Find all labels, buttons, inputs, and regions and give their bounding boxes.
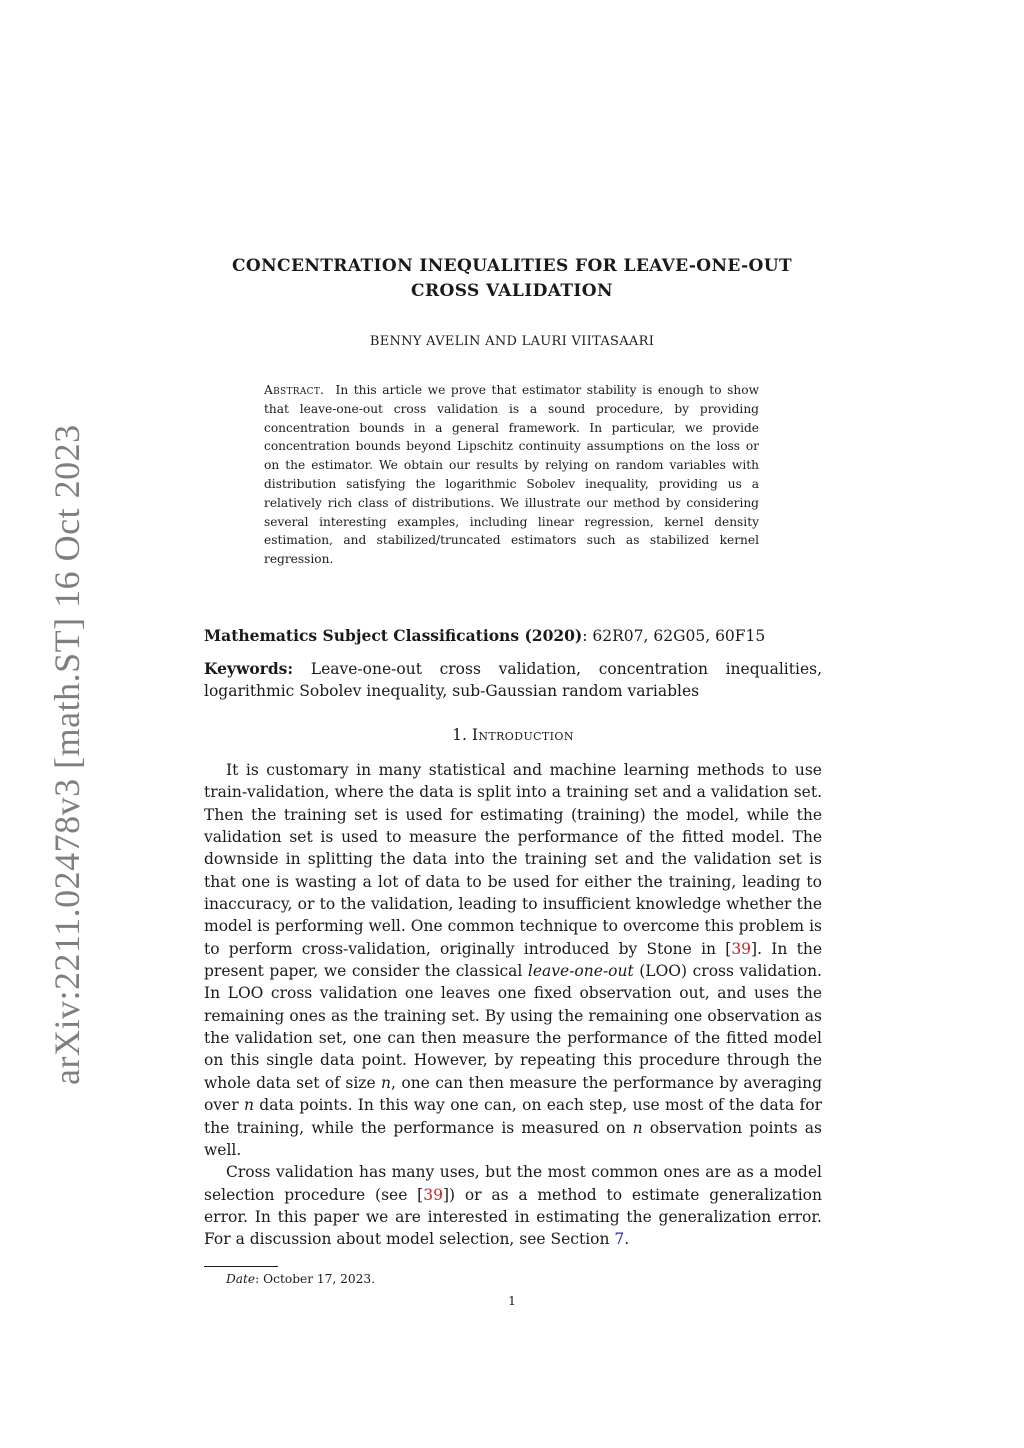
intro-paragraph-1 <box>204 759 822 1161</box>
msc-codes: : 62R07, 62G05, 60F15 <box>582 627 766 645</box>
abstract <box>264 381 759 569</box>
keywords-text: Leave-one-out cross validation, concentration inequalities, logarithmic Sobolev inequality, sub-Gaussian random variables <box>204 660 822 700</box>
math-n: n <box>381 1073 392 1092</box>
footnote-rule <box>204 1266 278 1267</box>
intro-p2-text-a: Cross validation has many uses, but the most common ones are as a model selection procedure (see [ <box>204 1163 822 1204</box>
paper-title <box>180 254 844 304</box>
intro-p1-text-c: (LOO) cross validation. In LOO cross validation one leaves one fixed observation out, and uses the remaining ones as the training set. By using the remaining one observation as the validation set, one can then measure the performance of the fitted model on this single data point. However, by repeating this procedure through the whole data set of size <box>204 962 822 1092</box>
keywords-label: Keywords: <box>204 659 294 678</box>
date-footnote <box>226 1270 826 1288</box>
author-list: BENNY AVELIN AND LAURI VIITASAARI <box>369 334 655 349</box>
msc-label: Mathematics Subject Classifications (2020) <box>204 626 583 645</box>
intro-p1-text-b: ]. In the present paper, we consider the classical <box>204 939 822 981</box>
arxiv-identifier-stamp: arXiv:2211.02478v3 [math.ST] 16 Oct 2023 <box>47 424 87 1085</box>
page-number: 1 <box>508 1294 516 1308</box>
footnote-text: : October 17, 2023. <box>255 1272 376 1286</box>
section-7-link[interactable]: 7 <box>614 1230 625 1249</box>
intro-p1-text-d: , one can then measure the performance by averaging over <box>204 1073 822 1115</box>
section-number: 1. <box>452 726 467 744</box>
keywords <box>204 658 822 702</box>
intro-paragraph-2 <box>204 1161 822 1250</box>
intro-p2-text-b: ]) or as a method to estimate generalization error. In this paper we are interested in estimating the generalization error. For a discussion about model selection, see Section <box>204 1185 822 1249</box>
math-n: n <box>243 1096 254 1115</box>
citation-link-39[interactable]: 39 <box>423 1185 443 1204</box>
title-line-1: CONCENTRATION INEQUALITIES FOR LEAVE-ONE-OUT <box>231 256 793 276</box>
section-heading-introduction <box>204 726 822 744</box>
intro-p1-text-f: observation points as well. <box>204 1118 822 1159</box>
footnote-label: Date <box>226 1272 256 1286</box>
math-n: n <box>632 1118 643 1137</box>
title-line-2: CROSS VALIDATION <box>411 281 613 301</box>
msc-classifications <box>204 625 824 647</box>
section-title: Introduction <box>471 726 574 744</box>
citation-link-39[interactable]: 39 <box>731 939 752 958</box>
emphasis-leave-one-out: leave-one-out <box>527 962 634 981</box>
intro-p1-text-a: It is customary in many statistical and machine learning methods to use train-validation, where the data is split into a training set and a validation set. Then the training set is used for estimating (training) the model, while the validation set is used to measure the performance of the fitted model. The downside in splitting the data into the training set and the validation set is that one is wasting a lot of data to be used for either the training, leading to inaccuracy, or to the validation, leading to insufficient knowledge whether the model is performing well. One common technique to overcome this problem is to perform cross-validation, originally introduced by Stone in [ <box>204 761 822 958</box>
intro-p1-text-e: data points. In this way one can, on each step, use most of the data for the training, while the performance is measured on <box>204 1096 822 1137</box>
abstract-text: In this article we prove that estimator stability is enough to show that leave-one-out cross validation is a sound procedure, by providing concentration bounds in a general framework. In particular, we provide concentration bounds beyond Lipschitz continuity assumptions on the loss or on the estimator. We obtain our results by relying on random variables with distribution satisfying the logarithmic Sobolev inequality, providing us a relatively rich class of distributions. We illustrate our method by considering several interesting examples, including linear regression, kernel density estimation, and stabilized/truncated estimators such as stabilized kernel regression. <box>264 383 760 567</box>
abstract-heading: Abstract. <box>264 383 325 397</box>
introduction-body <box>204 759 822 1251</box>
intro-p2-text-c: . <box>624 1230 630 1249</box>
